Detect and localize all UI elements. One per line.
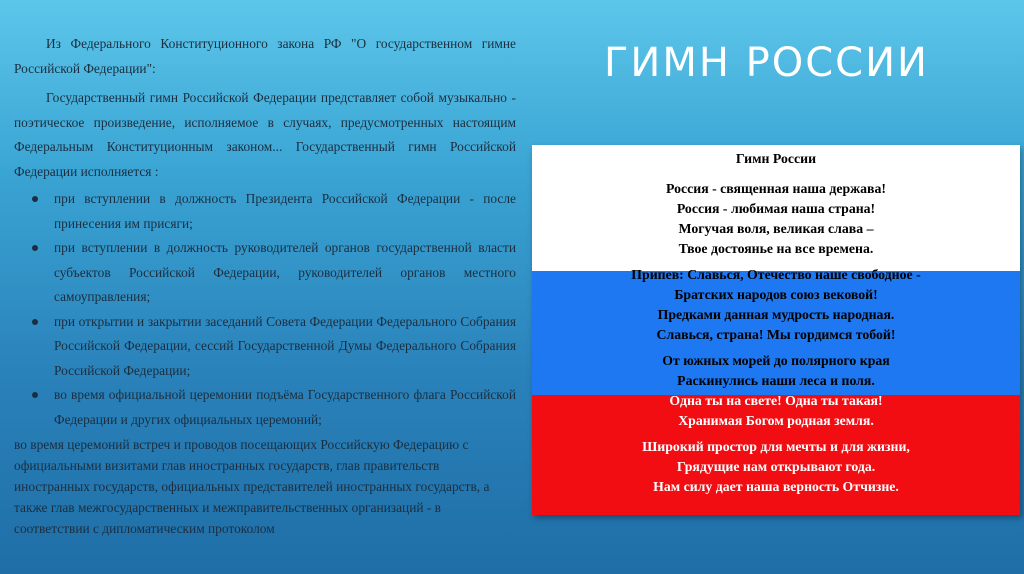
list-item: при вступлении в должность Президента Российской Федерации - после принесения им присяги; [14, 187, 516, 236]
lyric-line: Предками данная мудрость народная. [657, 307, 895, 322]
bullet-icon [32, 245, 38, 251]
lyric-line: Братских народов союз вековой! [674, 287, 878, 302]
anthem-flag-panel [532, 145, 1020, 515]
intro-paragraph-1: Из Федерального Конституционного закона РФ "О государственном гимне Российской Федерации": [14, 36, 516, 76]
bullet-icon [32, 392, 38, 398]
list-item: при открытии и закрытии заседаний Совета Федерации Федерального Собрания Российской Федерации, сессий Государственной Думы Федерального Собрания Российской Федерации; [14, 310, 516, 384]
occasion-list [14, 187, 516, 432]
lyric-line: Нам силу дает наша верность Отчизне. [653, 479, 899, 494]
bullet-icon [32, 196, 38, 202]
lyric-line: Раскинулись наши леса и поля. [677, 373, 875, 388]
lyric-line: Грядущие нам открывают года. [676, 459, 876, 474]
lyric-line: От южных морей до полярного края [662, 353, 890, 368]
closing-paragraph: во время церемоний встреч и проводов посещающих Российскую Федерацию с официальными визитами глав иностранных государств, глав правительств иностранных государств, официальных представителей иностранных государств, а также глав межгосударственных и межправительственных организаций - в соответствии с дипломатическим протоколом [14, 437, 490, 536]
lyric-line: Славься, страна! Мы гордимся тобой! [656, 327, 896, 342]
lyric-line: Широкий простор для мечты и для жизни, [642, 439, 910, 454]
list-item: при вступлении в должность руководителей органов государственной власти субъектов Российской Федерации, руководителей органов местного самоуправления; [14, 236, 516, 310]
lyric-line: Одна ты на свете! Одна ты такая! [669, 393, 883, 408]
intro-paragraph-2: Государственный гимн Российской Федерации представляет собой музыкально - поэтическое произведение, исполняемое в случаях, предусмотренных настоящим Федеральным Конституционным законом... Государственный гимн Российской Федерации исполняется : [14, 90, 516, 179]
slide-title: ГИМН РОССИИ [604, 40, 929, 86]
lyric-line: Россия - любимая наша страна! [676, 201, 876, 216]
lyric-line: Россия - священная наша держава! [666, 181, 886, 196]
lyric-line: Твое достоянье на все времена. [678, 241, 874, 256]
anthem-lyrics [532, 145, 1020, 497]
bullet-icon [32, 319, 38, 325]
lyric-line: Могучая воля, великая слава – [678, 221, 874, 236]
anthem-heading: Гимн России [735, 151, 817, 166]
lyric-line: Припев: Славься, Отечество наше свободное - [631, 267, 921, 282]
list-item: во время официальной церемонии подъёма Государственного флага Российской Федерации и других официальных церемоний; [14, 383, 516, 432]
lyric-line: Хранимая Богом родная земля. [678, 413, 874, 428]
law-excerpt [14, 32, 516, 539]
